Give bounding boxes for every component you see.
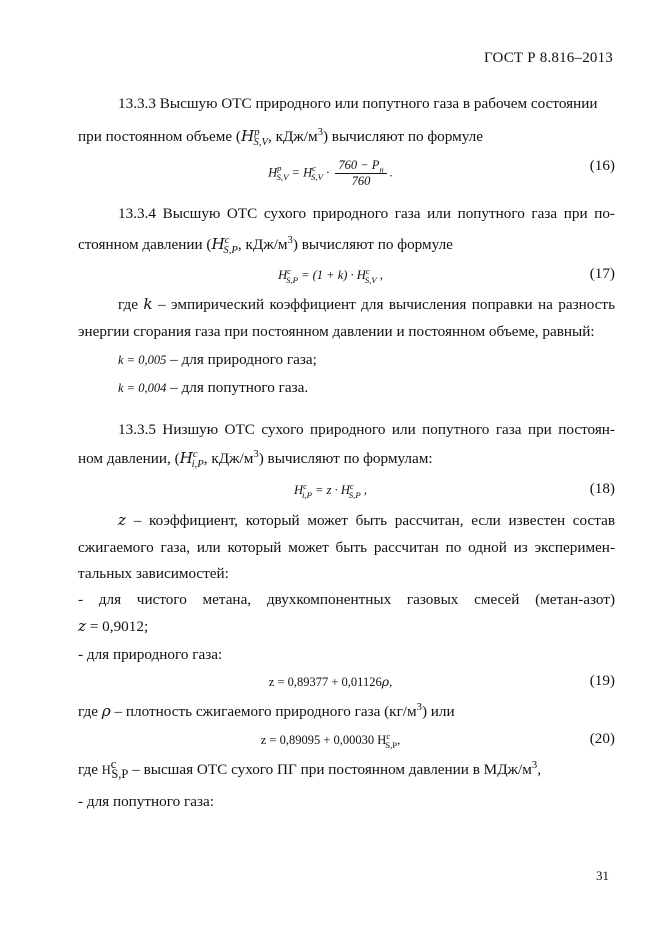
section-13-3-4-line2: стоянном давлении ($H^c_{S,P}$, кДж/$м^3$) вычисляют по формуле	[78, 234, 453, 257]
k-value-associated-gas: k = 0,004 – для попутного газа.	[118, 379, 309, 396]
h-definition: где $H^c_{S,P}$ – высшая ОТС сухого ПГ при постоянном давлении в МДж/$м^3$,	[78, 756, 541, 782]
fraction: $\frac{760 - P_п}{760}$	[335, 158, 386, 189]
section-13-3-5-line2: ном давлении, ($H^c_{i,P}$, кДж/$м^3$) вычисляют по формулам:	[78, 448, 433, 471]
k-definition-line1: где k – эмпирический коэффициент для вычисления поправки на разность	[118, 295, 615, 313]
z-definition-line4: - для чистого метана, двухкомпонентных газовых смесей (метан-азот)	[78, 591, 615, 608]
z-definition-line6: - для природного газа:	[78, 646, 223, 663]
formula-number-19: (19)	[589, 672, 615, 689]
associated-gas-line: - для попутного газа:	[78, 793, 214, 810]
formula-number-17: (17)	[589, 265, 615, 282]
formula-16: $H^p_{S,V} = H^c_{S,V}$ · $\frac{760 - P_п}{760}$ .	[268, 158, 393, 188]
formula-18: $H^c_{i,P} = z \cdot H^c_{S,P}$ ,	[294, 480, 367, 500]
k-definition-line2: энергии сгорания газа при постоянном давлении и постоянном объеме, равный:	[78, 323, 595, 340]
section-13-3-3-line2: при постоянном объеме ($H^p_{S,V}$, кДж/$м^3$) вычисляют по формуле	[78, 126, 483, 149]
rho-definition: где ρ – плотность сжигаемого природного газа $(кг/м^3)$ или	[78, 701, 455, 720]
section-13-3-4-line1: 13.3.4 Высшую ОТС сухого природного газа или попутного газа при по-	[118, 205, 615, 222]
formula-19: z = 0,89377 + 0,01126ρ,	[268, 674, 393, 689]
z-definition-line1: z – коэффициент, который может быть рассчитан, если известен состав	[118, 511, 615, 529]
formula-number-20: (20)	[589, 730, 615, 747]
formula-number-18: (18)	[589, 480, 615, 497]
z-definition-line3: тальных зависимостей:	[78, 565, 229, 582]
formula-17: $H^c_{S,P} = (1 + k) \cdot H^c_{S,V}$ ,	[278, 265, 383, 285]
section-13-3-5-line1: 13.3.5 Низшую ОТС сухого природного или попутного газа при постоян-	[118, 421, 615, 438]
page-number: 31	[596, 868, 609, 883]
k-value-natural-gas: k = 0,005 – для природного газа;	[118, 351, 317, 368]
formula-number-16: (16)	[589, 157, 615, 174]
standard-code-header: ГОСТ Р 8.816–2013	[484, 50, 613, 66]
z-definition-line2: сжигаемого газа, или который может быть рассчитан по одной из эксперимен-	[78, 539, 615, 556]
section-13-3-3-line1: 13.3.3 Высшую ОТС природного или попутного газа в рабочем состоянии	[118, 95, 598, 112]
z-definition-line5: z = 0,9012;	[78, 617, 149, 635]
formula-20: z = 0,89095 + 0,00030 $H^c_{S,P}$,	[260, 730, 401, 750]
